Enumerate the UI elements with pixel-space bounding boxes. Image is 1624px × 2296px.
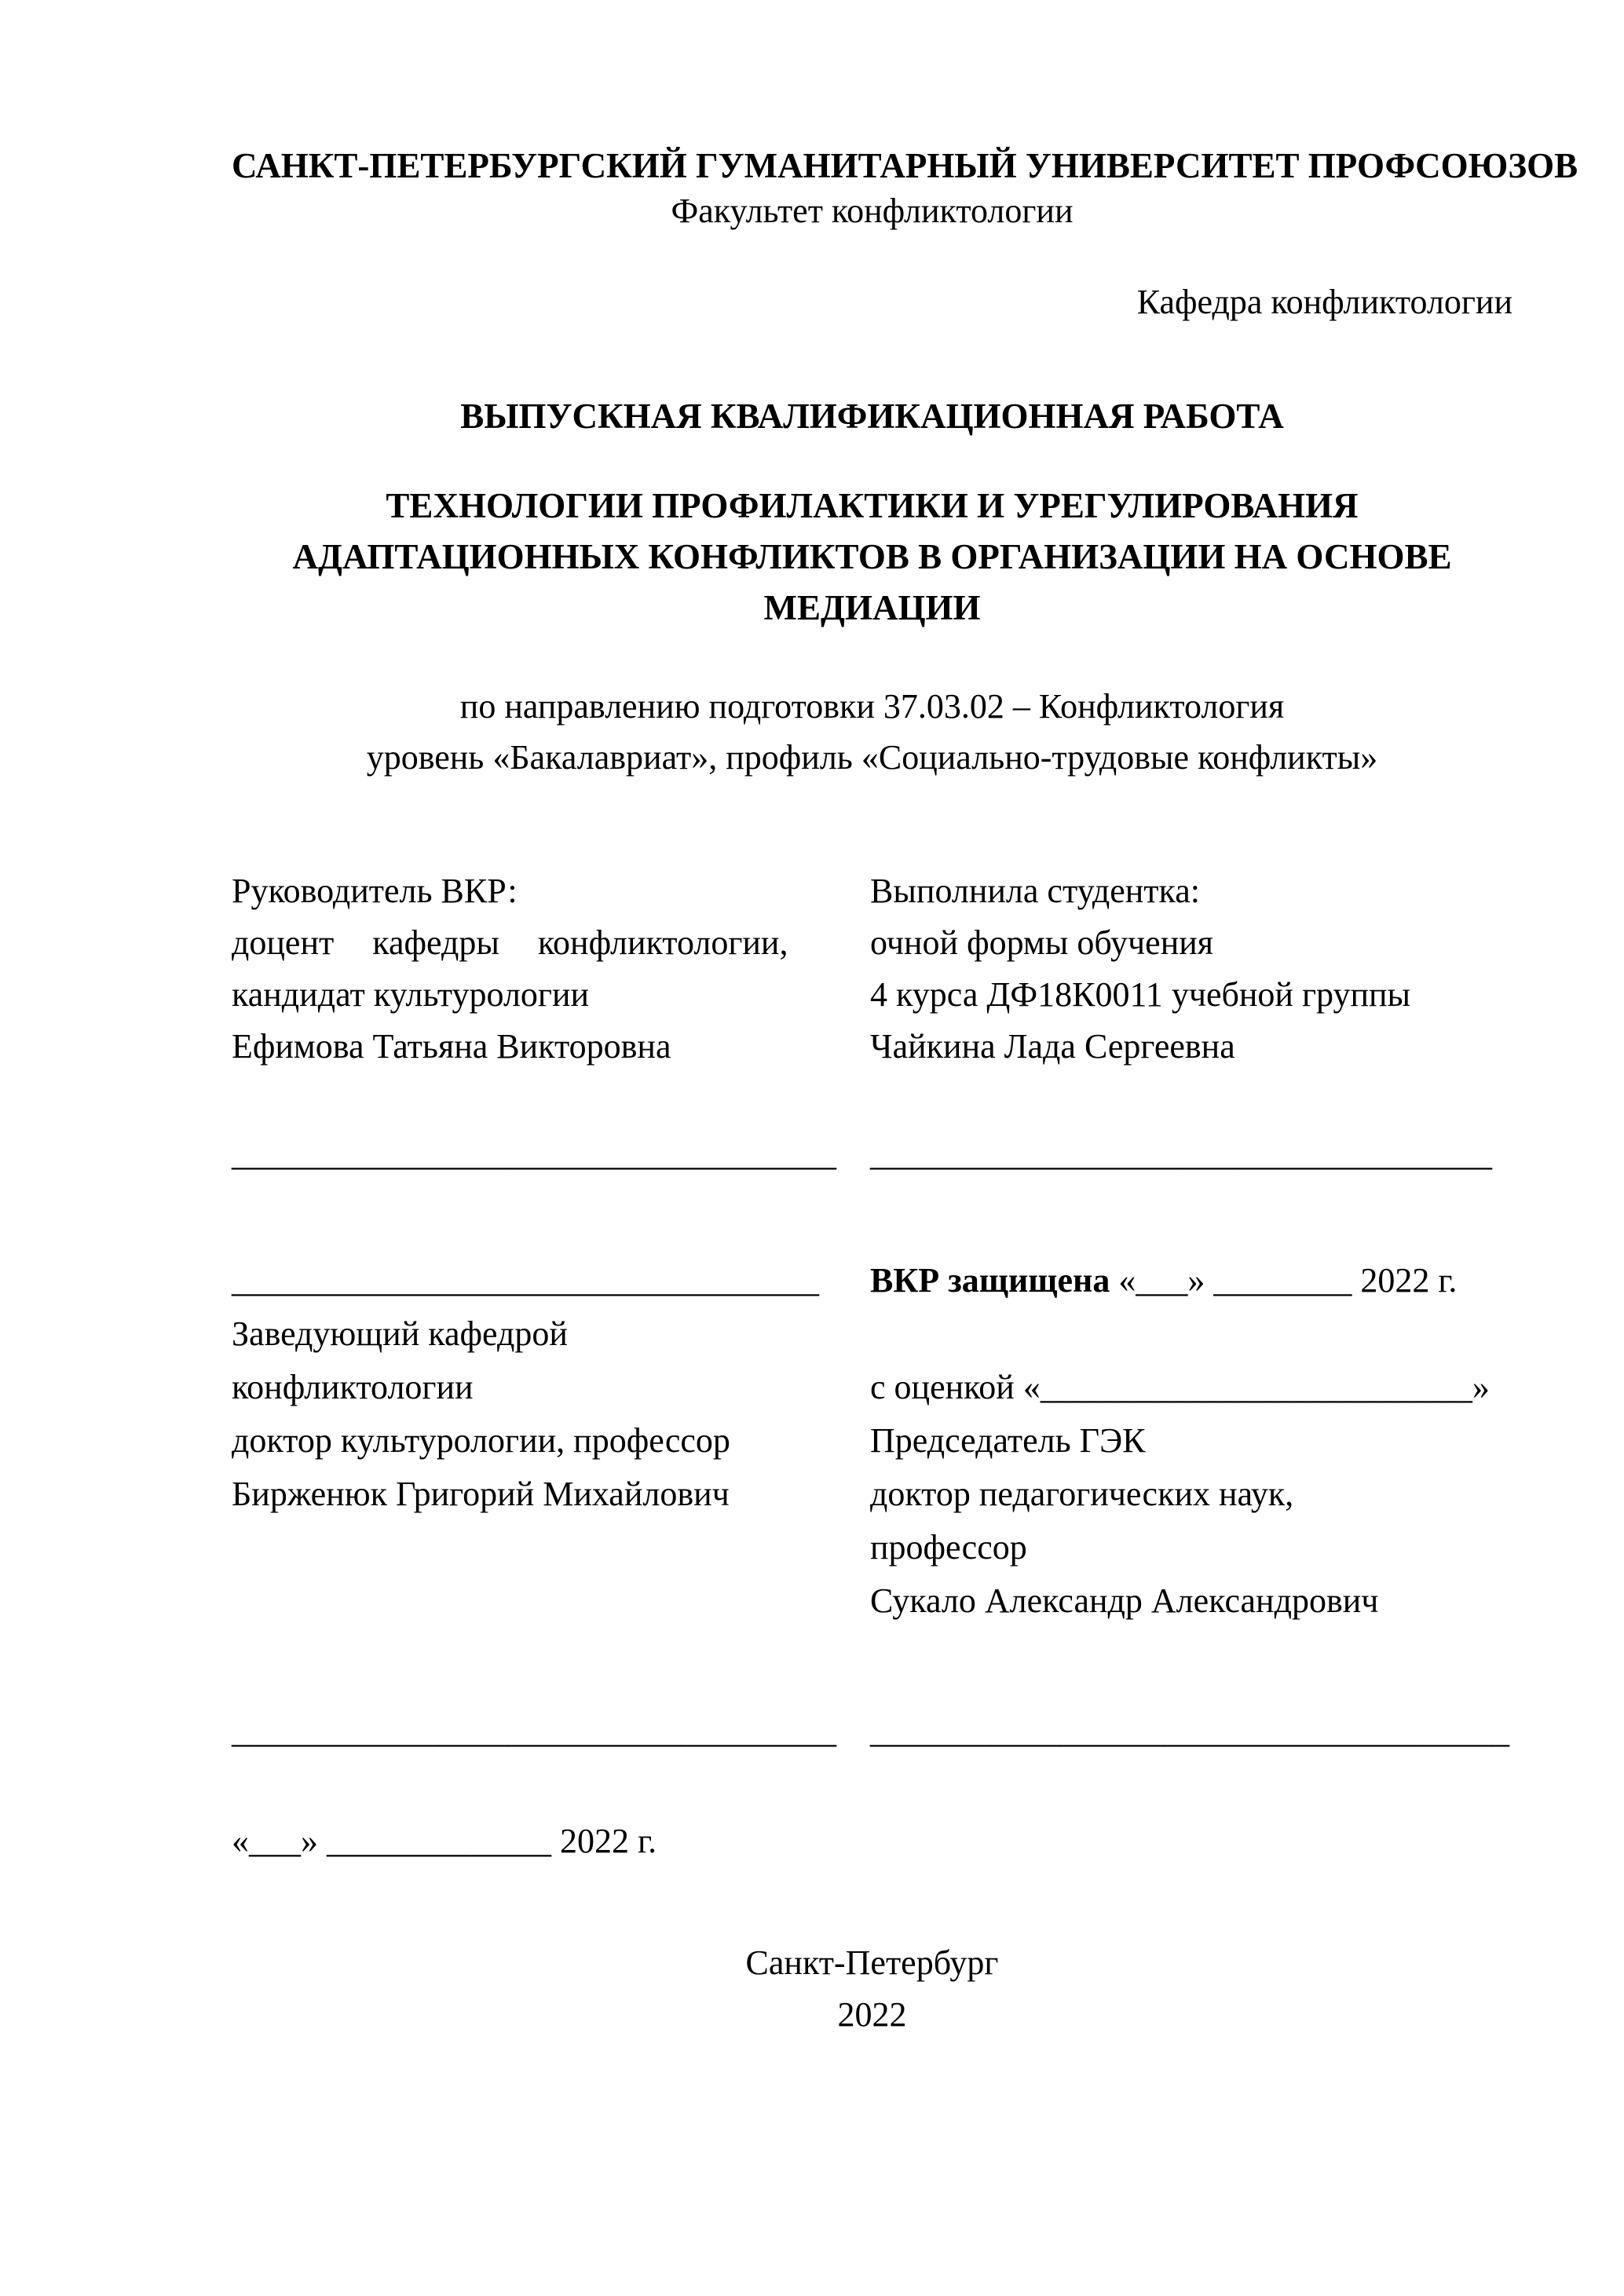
chair-name: Сукало Александр Александрович [870,1581,1379,1620]
chair-degree-line-1: доктор педагогических наук, [870,1475,1294,1513]
thesis-title-line-2: АДАПТАЦИОННЫХ КОНФЛИКТОВ В ОРГАНИЗАЦИИ НА ОСНОВЕ [292,537,1452,576]
dept-head-signature-line-2: ___________________________________ [232,1712,836,1750]
chair-signature-line: _____________________________________ [870,1712,1509,1750]
defended-date-blank: «___» ________ 2022 г. [1110,1261,1458,1300]
university-name: САНКТ-ПЕТЕРБУРГСКИЙ ГУМАНИТАРНЫЙ УНИВЕРСИТЕТ ПРОФСОЮЗОВ [232,146,1578,185]
work-type-heading: ВЫПУСКНАЯ КВАЛИФИКАЦИОННАЯ РАБОТА [460,397,1284,436]
supervisor-name: Ефимова Татьяна Викторовна [232,1027,671,1066]
program-direction: по направлению подготовки 37.03.02 – Конфликтология [459,687,1285,726]
program-info [232,681,1512,783]
dept-head-name: Бирженюк Григорий Михайлович [232,1475,730,1513]
dept-head-role-line-2: конфликтологии [232,1368,474,1406]
student-study-form: очной формы обучения [870,923,1214,962]
student-role: Выполнила студентка: [870,872,1200,910]
thesis-title-line-1: ТЕХНОЛОГИИ ПРОФИЛАКТИКИ И УРЕГУЛИРОВАНИЯ [386,486,1359,525]
grade-line: с оценкой «_________________________» [870,1368,1490,1406]
program-profile: уровень «Бакалавриат», профиль «Социально-трудовые конфликты» [366,738,1378,777]
dept-head-and-defense-columns [232,1254,1512,1628]
supervisor-role: Руководитель ВКР: [232,872,518,910]
spacer-line [870,1307,1512,1361]
student-group: 4 курса ДФ18К0011 учебной группы [870,975,1411,1014]
student-name: Чайкина Лада Сергеевна [870,1027,1235,1066]
footer-year: 2022 [837,1995,907,2034]
dept-head-role-line-1: Заведующий кафедрой [232,1314,568,1353]
defense-block [870,1254,1512,1628]
supervisor-signature-line: ___________________________________ [232,1135,836,1173]
department-name: Кафедра конфликтологии [1136,283,1512,321]
supervisor-degree: кандидат культурологии [232,975,590,1014]
signature-row-2 [232,1706,1512,1757]
student-block [870,865,1512,1073]
thesis-title-line-3: МЕДИАЦИИ [763,588,981,627]
defense-date-line [870,1254,1512,1307]
dept-head-block [232,1254,819,1628]
signature-row-1 [232,1128,1512,1180]
footer-block [232,1937,1512,2041]
chair-degree-line-2: профессор [870,1528,1027,1567]
chair-role: Председатель ГЭК [870,1421,1146,1460]
people-columns [232,865,1512,1073]
dept-head-date-line: «___» _____________ 2022 г. [232,1822,657,1860]
supervisor-block [232,865,801,1073]
supervisor-position: доцент кафедры конфликтологии, [232,923,788,962]
faculty-name: Факультет конфликтологии [671,192,1074,230]
student-signature-line: ____________________________________ [870,1135,1492,1173]
defended-label: ВКР защищена [870,1261,1110,1300]
thesis-title [232,481,1512,634]
dept-head-signature-line: __________________________________ [232,1261,819,1300]
dept-head-degree: доктор культурологии, профессор [232,1421,730,1460]
footer-city: Санкт-Петербург [745,1943,999,1982]
